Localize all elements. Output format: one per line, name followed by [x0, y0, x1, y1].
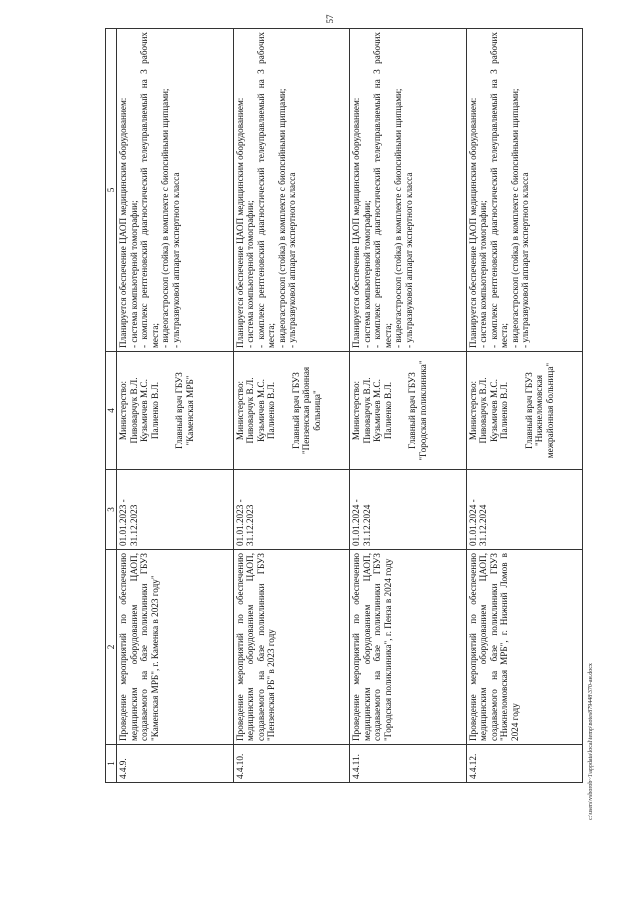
result-line: - видеогастроскоп (стойка) в комплекте с биопсийными щипцами;: [509, 88, 520, 348]
result-line: - видеогастроскоп (стойка) в комплекте с биопсийными щипцами;: [160, 88, 171, 348]
responsible-line: Кузьмичев М.С.: [139, 379, 150, 442]
responsible-line: Кузьмичев М.С.: [488, 379, 499, 442]
table-row: [350, 29, 467, 783]
activity-name: Проведение мероприятий по обеспечению медицинским оборудованием ЦАОП, создаваемого на базе поликлиники ГБУЗ "Пензенская РБ" в 2023 году: [233, 550, 350, 745]
responsible-line: Палиенко В.Л.: [382, 381, 393, 440]
responsible: [350, 352, 467, 470]
result-line: Планируется обеспечение ЦАОП медицинским оборудованием:: [467, 97, 478, 348]
header-col-2: 2: [106, 550, 117, 745]
activity-name: Проведение мероприятий по обеспечению медицинским оборудованием ЦАОП, создаваемого на базе поликлиники ГБУЗ "Нижнеломовская МРБ", г. Нижний Ломов в 2024 году: [466, 550, 583, 745]
result-line: - система компьютерной томографии;: [478, 200, 489, 348]
result-line: - комплекс рентгеновский диагностический телеуправляемый на 3 рабочих места;: [488, 32, 510, 348]
responsible-line: Министерство:: [467, 380, 478, 441]
period: 01.01.2024 - 31.12.2024: [350, 470, 467, 550]
responsible: [466, 352, 583, 470]
result-line: - система компьютерной томографии;: [128, 200, 139, 348]
responsible-line: Кузьмичев М.С.: [372, 379, 383, 442]
chief-doctor: Главный врач ГБУЗ "Каменская МРБ": [174, 372, 195, 449]
responsible-line: Министерство:: [118, 380, 128, 441]
header-col-4: 4: [106, 352, 117, 470]
result-line: - комплекс рентгеновский диагностический телеуправляемый на 3 рабочих места;: [372, 32, 393, 348]
row-number: 4.4.12.: [466, 745, 583, 783]
responsible-line: Кузьмичев М.С.: [255, 379, 266, 442]
chief-doctor: Главный врач ГБУЗ "Нижнеломовская межрайонная больница": [523, 362, 556, 459]
row-number: 4.4.10.: [233, 745, 350, 783]
responsible: [233, 352, 350, 470]
responsible-line: Министерство:: [351, 380, 361, 441]
row-number: 4.4.9.: [117, 745, 234, 783]
expected-result: [117, 29, 234, 352]
header-col-3: 3: [106, 470, 117, 550]
responsible-line: Палиенко В.Л.: [499, 381, 510, 440]
expected-result: [233, 29, 350, 352]
period: 01.01.2023 - 31.12.2023: [233, 470, 350, 550]
result-line: Планируется обеспечение ЦАОП медицинским оборудованием:: [351, 97, 361, 348]
header-row: [106, 29, 117, 783]
period: 01.01.2023 - 31.12.2023: [117, 470, 234, 550]
result-line: - видеогастроскоп (стойка) в комплекте с биопсийными щипцами;: [393, 88, 404, 348]
responsible-line: Пивоварчук В.Л.: [245, 377, 256, 444]
result-line: - ультразвуковой аппарат экспертного класса: [403, 172, 414, 348]
table-row: [466, 29, 583, 783]
activities-table: [105, 28, 583, 783]
row-number: 4.4.11.: [350, 745, 467, 783]
result-line: - видеогастроскоп (стойка) в комплекте с биопсийными щипцами;: [276, 88, 287, 348]
responsible-line: Министерство:: [234, 380, 245, 441]
responsible-line: Пивоварчук В.Л.: [478, 377, 489, 444]
header-col-1: 1: [106, 745, 117, 783]
footer-file-path: c:\users\vsborob~1\appdata\local\temp\notes879448\370-ан.docx: [588, 663, 594, 820]
page-number: 57: [325, 14, 335, 24]
chief-doctor: Главный врач ГБУЗ "Пензенская районная больница": [290, 366, 323, 455]
result-line: - комплекс рентгеновский диагностический телеуправляемый на 3 рабочих места;: [255, 32, 277, 348]
result-line: Планируется обеспечение ЦАОП медицинским оборудованием:: [118, 97, 128, 348]
header-col-5: 5: [106, 29, 117, 352]
result-line: Планируется обеспечение ЦАОП медицинским оборудованием:: [234, 97, 245, 348]
activity-name: Проведение мероприятий по обеспечению медицинским оборудованием ЦАОП, создаваемого на базе поликлиники ГБУЗ "Каменская МРБ", г. Каменка в 2023 году": [117, 550, 234, 745]
result-line: - ультразвуковой аппарат экспертного класса: [170, 172, 181, 348]
responsible: [117, 352, 234, 470]
result-line: - система компьютерной томографии;: [361, 200, 372, 348]
chief-doctor: Главный врач ГБУЗ "Городская поликлиника": [407, 360, 428, 461]
rotated-sheet: [105, 29, 583, 783]
expected-result: [466, 29, 583, 352]
table-row: [117, 29, 234, 783]
result-line: - ультразвуковой аппарат экспертного класса: [287, 172, 298, 348]
responsible-line: Палиенко В.Л.: [149, 381, 160, 440]
table-row: [233, 29, 350, 783]
period: 01.01.2024 - 31.12.2024: [466, 470, 583, 550]
responsible-line: Пивоварчук В.Л.: [361, 377, 372, 444]
responsible-line: Пивоварчук В.Л.: [128, 377, 139, 444]
responsible-line: Палиенко В.Л.: [266, 381, 277, 440]
result-line: - ультразвуковой аппарат экспертного класса: [520, 172, 531, 348]
result-line: - комплекс рентгеновский диагностический телеуправляемый на 3 рабочих места;: [139, 32, 160, 348]
expected-result: [350, 29, 467, 352]
activity-name: Проведение мероприятий по обеспечению медицинским оборудованием ЦАОП, создаваемого на базе поликлиники ГБУЗ "Городская поликлиника", г. Пенза в 2024 году: [350, 550, 467, 745]
result-line: - система компьютерной томографии;: [245, 200, 256, 348]
